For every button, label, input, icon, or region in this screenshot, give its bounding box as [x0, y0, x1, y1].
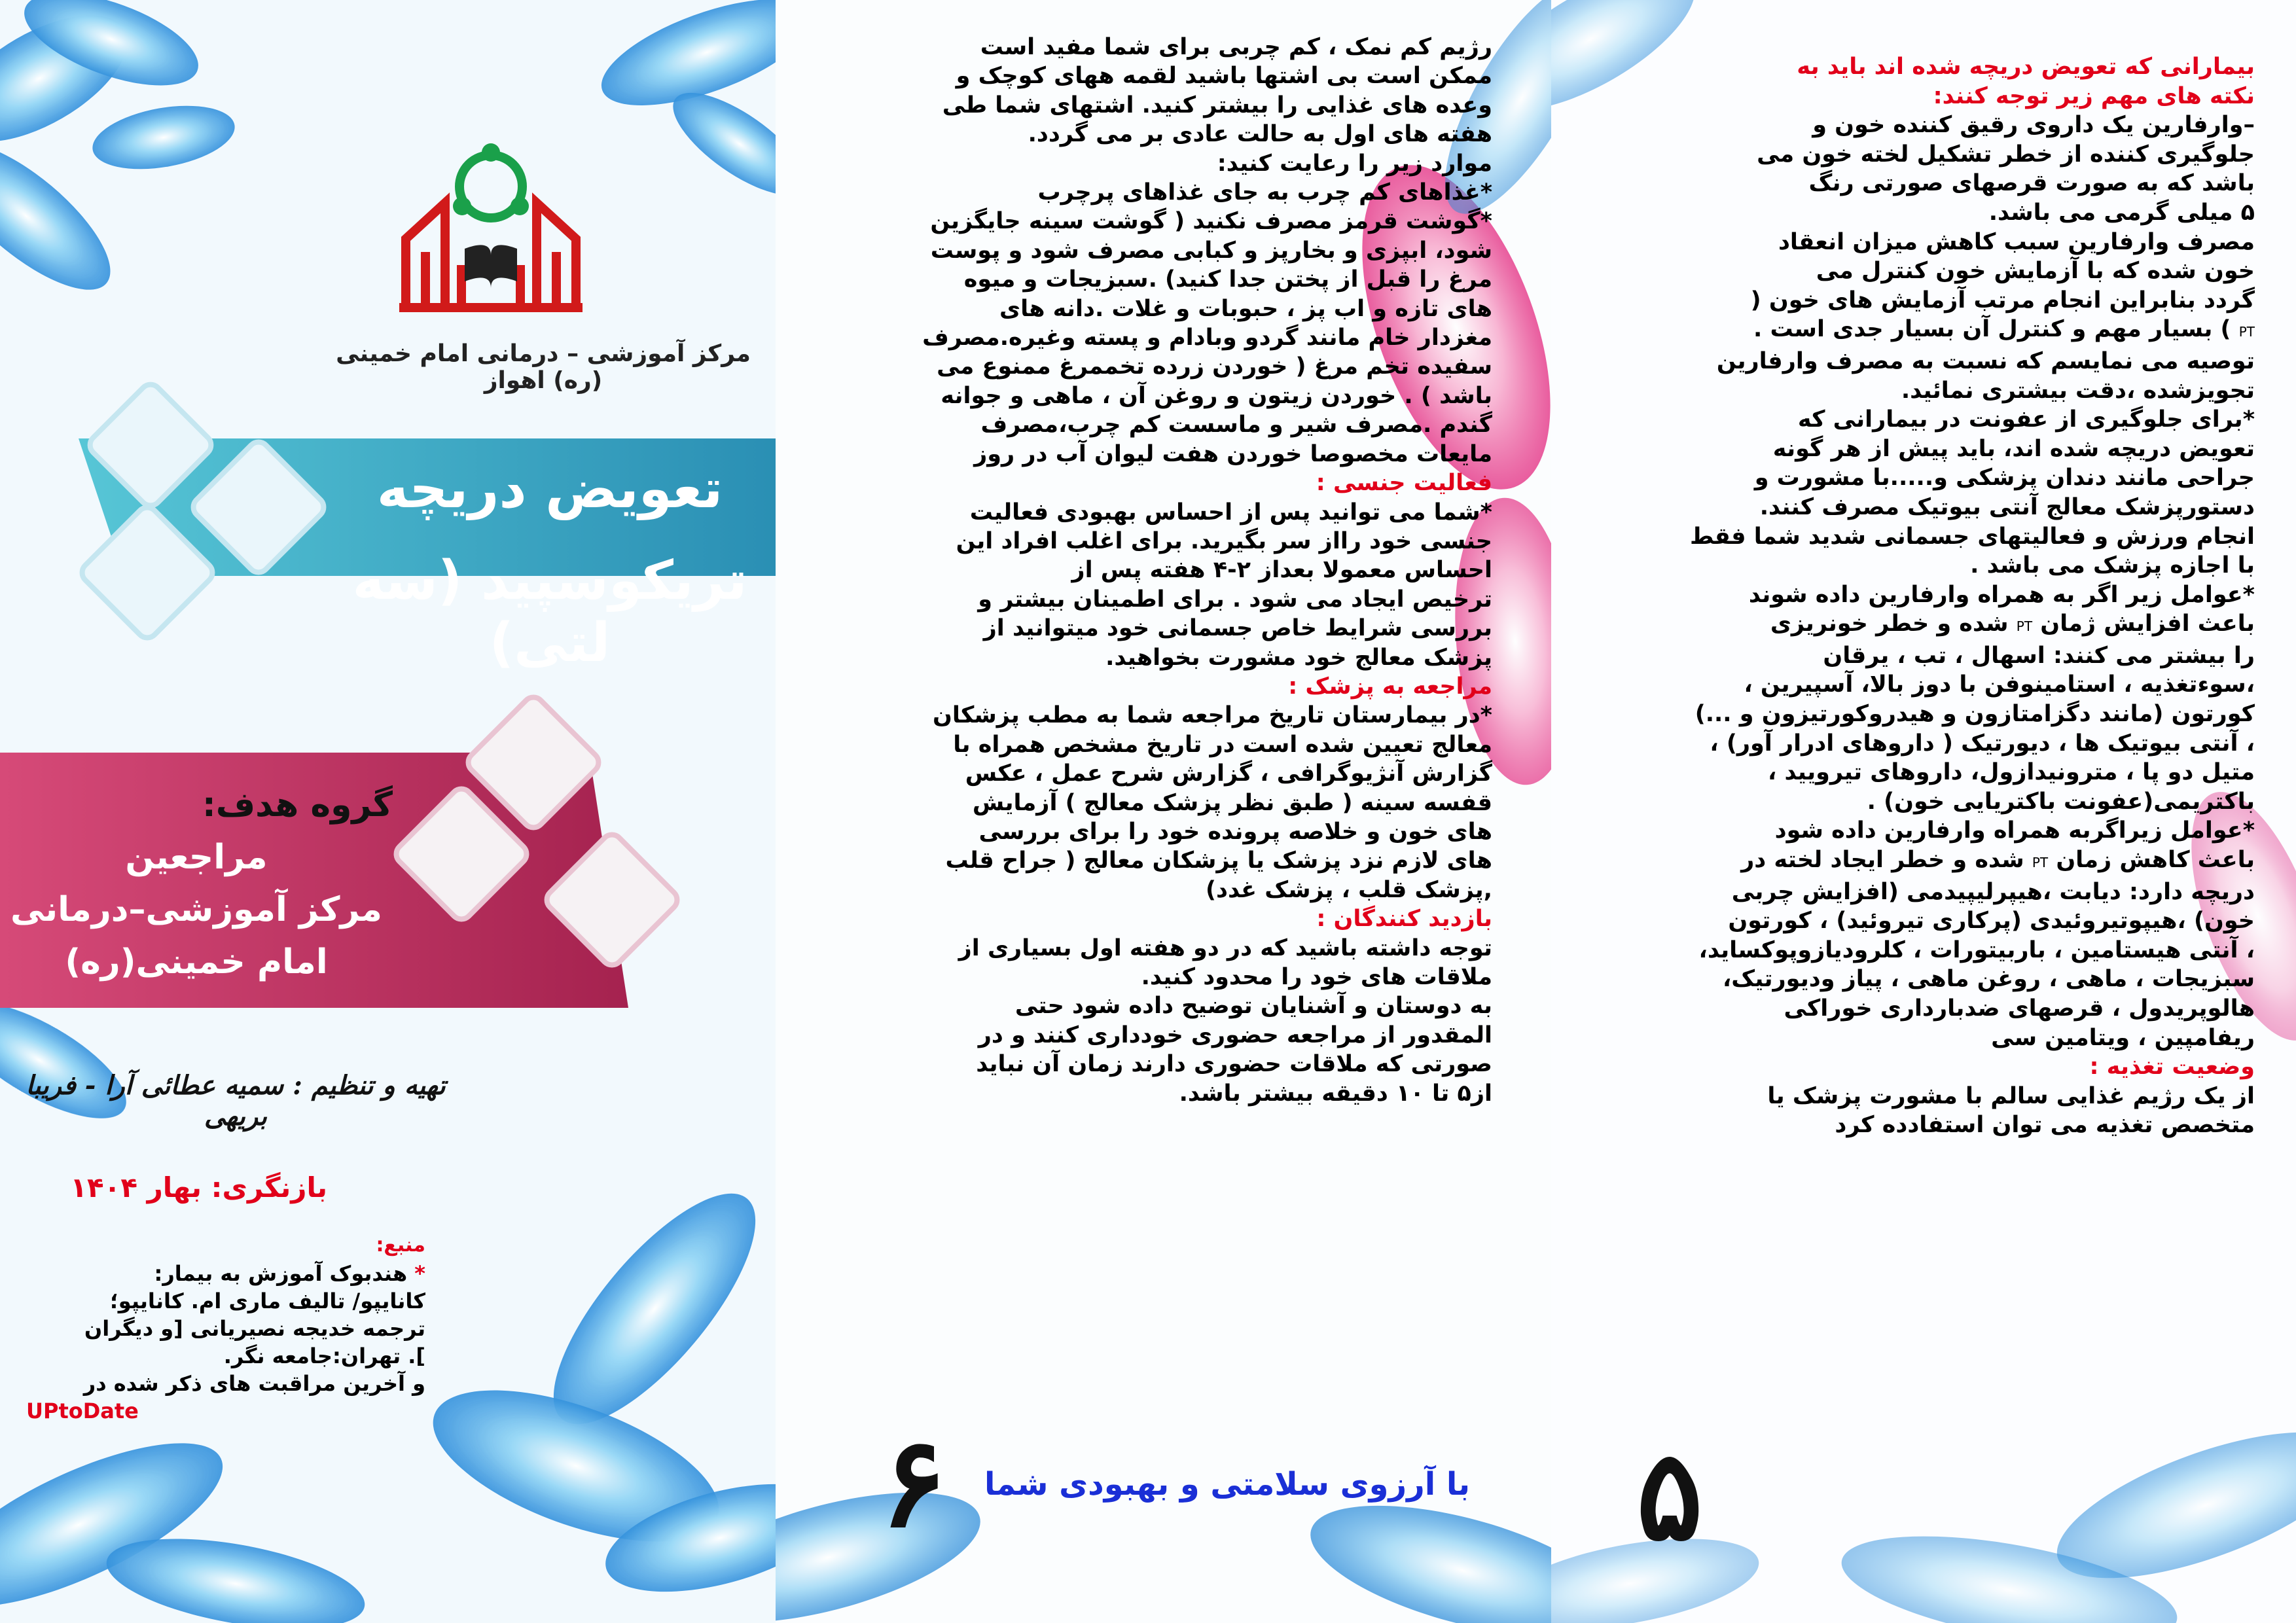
text-line: *عوامل زیر اگر به همراه وارفارین داده شوند: [1748, 581, 2255, 608]
pt-label: PT: [2016, 618, 2033, 635]
source-line1: * هندبوک آموزش به بیمار:: [154, 1261, 425, 1286]
text-line: جراحی مانند دندان پزشکی و.....با مشورت و: [1754, 465, 2255, 491]
text-line: های خون و خلاصه پرونده خود را برای بررسی: [978, 818, 1492, 845]
right-text-column: [1613, 52, 2255, 1140]
text-line: ملاقات های خود را محدود کنید.: [1141, 964, 1492, 990]
text-line: باعث افزایش ژمان PT شده و خطر خونریزی: [1770, 611, 2255, 637]
text-line: تعویض دریچه شده اند، باید پیش از هر گونه: [1772, 435, 2255, 462]
text-line: *غذاهای کم چرب به جای غذاهای پرچرب: [1037, 179, 1492, 206]
text-line: ،سوءتغذیه ، استامینوفن با دوز بالا، آسپیرین ،: [1744, 671, 2255, 698]
authors-credit: تهیه و تنظیم : سمیه عطائی آرا - فریبا بریهی: [26, 1070, 446, 1132]
page-number-6: ۶: [880, 1409, 948, 1555]
text-line: باکتریمی(عفونت باکتریایی خون) .: [1867, 788, 2255, 815]
source-line2: کانایپو/ تالیف ماری ام. کانایپو؛: [109, 1289, 425, 1313]
text-line: ، آنتی هیستامین ، باربیتورات ، کلرودیازوپوکساید،: [1698, 936, 2255, 963]
text-line: از یک رژیم غذایی سالم با مشورت پزشک یا: [1767, 1082, 2255, 1109]
page-number-5: ۵: [1636, 1422, 1704, 1568]
text-line: *گوشت قرمز مصرف نکنید ( گوشت سینه جایگزین: [930, 208, 1492, 235]
text-line: توصیه می نمایسم که نسبت به مصرف وارفارین: [1716, 348, 2255, 374]
brochure-title-line1: تعویض دریچه: [376, 458, 723, 520]
text-line: هالوپریدول ، قرصهای ضدبارداری خوراکی: [1784, 995, 2255, 1022]
source-line6: UPtoDate: [26, 1399, 139, 1423]
source-star: *: [414, 1261, 425, 1286]
text-line: به دوستان و آشنایان توضیح داده شود حتی: [1014, 993, 1492, 1020]
revision-date: بازنگری: بهار ۱۴۰۴: [70, 1171, 327, 1204]
text-line: ، آنتی بیوتیک ها ، دیورتیک ( داروهای ادرار آور) ،: [1710, 730, 2255, 757]
middle-panel: [776, 0, 1551, 1623]
source-line5: و آخرین مراقبت های ذکر شده در: [83, 1371, 425, 1396]
text-line: را بیشتر می کنند: اسهال ، تب ، یرقان: [1823, 642, 2255, 669]
text-line: خون شده که با آزمایش خون کنترل می: [1816, 258, 2255, 285]
section-heading-doctor-visit: مراجعه به پزشک :: [1288, 673, 1492, 700]
text-line: موارد زیر را رعایت کنید:: [1217, 150, 1492, 177]
text-line: جنسی خود رااز سر بگیرید. برای اغلب افراد این: [956, 527, 1492, 554]
target-group-line3: امام خمینی(ره): [65, 942, 328, 982]
text-line: ,پزشک قلب ، پزشک غدد): [1205, 876, 1492, 903]
text-line: توجه داشته باشید که در دو هفته اول بسیاری از: [958, 935, 1492, 961]
text-line: بررسی شرایط خاص جسمانی خود میتوانید از: [983, 615, 1492, 642]
section-heading-nutrition: وضعیت تغذیه :: [2089, 1054, 2255, 1080]
target-group-line1: مراجعین: [125, 838, 268, 877]
text-line: باشد که به صورت قرصهای صورتی رنگ: [1808, 170, 2255, 197]
intro-heading-cont: نکته های مهم زیر توجه کنند:: [1933, 82, 2255, 109]
text-line: *شما می توانید پس از احساس بهبودی فعالیت: [969, 499, 1492, 526]
target-group-line2: مرکز آموزشی–درمانی: [10, 890, 382, 929]
text-line: جلوگیری کننده از خطر تشکیل لخته خون می: [1757, 141, 2255, 168]
pt-label: PT: [2032, 855, 2049, 871]
source-heading: منبع:: [376, 1234, 425, 1257]
text-line: از۵ تا ۱۰ دقیقه بیشتر باشد.: [1179, 1080, 1492, 1107]
text-line: دریچه دارد: دیابت ،هیپرلیپیدمی (افزایش چربی: [1731, 878, 2255, 905]
text-line: گزارش آنژیوگرافی ، گزارش شرح عمل ، عکس: [965, 760, 1492, 787]
text-line: تجویزشده ،دقت بیشتری نمائید.: [1901, 377, 2255, 404]
text-line: وعده های غذایی را بیشتر کنید. اشتهای شما طی: [942, 92, 1492, 118]
text-line: احساس معمولا بعداز ۲-۴ هفته پس از: [1071, 557, 1492, 584]
text-line: با اجازه پزشک می باشد .: [1970, 552, 2255, 579]
text-line: انجام ورزش و فعالیتهای جسمانی شدید شما فقط: [1689, 523, 2255, 550]
text-line: گردد بنابراین انجام مرتب آزمایش های خون (: [1750, 287, 2255, 313]
source-line3: ترجمه خدیجه نصیریانی [و دیگران: [84, 1316, 425, 1341]
text-line: متخصص تغذیه می توان استفادده کرد: [1835, 1112, 2255, 1139]
text-line: *در بیمارستان تاریخ مراجعه شما به مطب پزشکان: [933, 702, 1492, 729]
text-line: سبزیجات ، ماهی ، روغن ماهی ، پیاز ودیورتیک،: [1722, 966, 2255, 993]
text-line: ممکن است بی اشتها باشید لقمه ههای کوچک و: [956, 63, 1492, 90]
hospital-logo: [399, 141, 583, 317]
text-line: گندم .مصرف شیر و ماسست کم چرب،مصرف: [980, 412, 1492, 438]
intro-heading: بیمارانی که تعویض دریچه شده اند باید به: [1797, 54, 2255, 80]
text-line: *برای جلوگیری از عفونت در بیمارانی که: [1797, 406, 2255, 433]
text-line: باعث کاهش زمان PT شده و خطر ایجاد لخته در: [1741, 847, 2255, 874]
text-line: پزشک معالج خود مشورت بخواهید.: [1105, 644, 1492, 671]
text-line: مایعات مخصوصا خوردن هفت لیوان آب در روز: [974, 440, 1492, 467]
source-line4: ]. تهران:جامعه نگر.: [223, 1344, 425, 1368]
text-line: خون) ،هیپوتیروئیدی (پرکاری تیروئید) ، کورتون: [1728, 908, 2255, 935]
center-name: مرکز آموزشی – درمانی امام خمینی (ره) اهواز: [336, 340, 751, 394]
pt-label: PT: [2238, 324, 2255, 340]
text-line: کورتون (مانند دگزامتازون و هیدروکورتیزون و ...): [1695, 701, 2255, 728]
text-line: های لازم نزد پزشک یا پزشکان معالج ( جراح قلب: [945, 847, 1492, 874]
text-line: باشد ) . خوردن زیتون و روغن آن ، ماهی و جوانه: [941, 382, 1492, 409]
text-line: صورتی که ملاقات حضوری دارند زمان آن نباید: [976, 1051, 1492, 1078]
text-line: ترخیص ایجاد می شود . برای اطمینان بیشتر و: [978, 586, 1492, 613]
section-heading-sexual-activity: فعالیت جنسی :: [1316, 470, 1492, 497]
text-line: های تازه و اب پز ، حبوبات و غلات .دانه های: [999, 295, 1492, 322]
closing-wish: با آرزوی سلامتی و بهبودی شما: [984, 1466, 1470, 1503]
text-line: المقدور از مراجعه حضوری خودداری کنند و در: [978, 1022, 1492, 1048]
text-line: مغزدار خام مانند گردو وبادام و پسته وغیره.مصرف: [922, 325, 1492, 351]
right-panel: [1551, 0, 2296, 1623]
text-line: سفیده تخم مرغ ( خوردن زرده تخممرغ ممنوع می: [937, 353, 1492, 380]
text-line: *عوامل زیراگربه همراه وارفارین داده شود: [1774, 817, 2255, 844]
text-line: متیل دو پا ، مترونیدازول، داروهای تیرویید ،: [1767, 759, 2255, 786]
target-group-heading: گروه هدف:: [202, 785, 393, 825]
text-line: هفته های اول به حالت عادی بر می گردد.: [1028, 121, 1492, 148]
text-line: مرغ را قبل از پختن جدا کنید) .سبزیجات و میوه: [963, 266, 1492, 293]
text-line: ریفامپین ، ویتامین سی: [1991, 1024, 2255, 1051]
text-line: PT ) بسیار مهم و کنترل آن بسیار جدی است .: [1753, 316, 2255, 343]
text-line: ۵ میلی گرمی می باشد.: [1988, 199, 2255, 226]
text-line: رژیم کم نمک ، کم چربی برای شما مفید است: [980, 34, 1492, 60]
text-line: شود، ابپزی و بخارپز و کبابی مصرف شود و پوست: [930, 237, 1492, 264]
text-line: دستورپزشک معالج آنتی بیوتیک مصرف کنند.: [1759, 493, 2255, 520]
section-heading-visitors: بازدید کنندگان :: [1316, 906, 1492, 933]
text-line: –وارفارین یک داروی رقیق کننده خون و: [1812, 112, 2255, 139]
brochure-title-line2: تریکوسپید (سه لتی): [352, 550, 747, 674]
cover-panel: [0, 0, 776, 1623]
source-block: [26, 1260, 425, 1425]
text-line: مصرف وارفارین سبب کاهش میزان انعقاد: [1778, 228, 2255, 255]
text-line: قفسه سینه ( طبق نظر پزشک معالج ) آزمایش: [972, 789, 1492, 816]
text-line: معالج تعیین شده است در تاریخ مشخص همراه با: [953, 731, 1492, 758]
middle-text-column: [834, 33, 1492, 1108]
